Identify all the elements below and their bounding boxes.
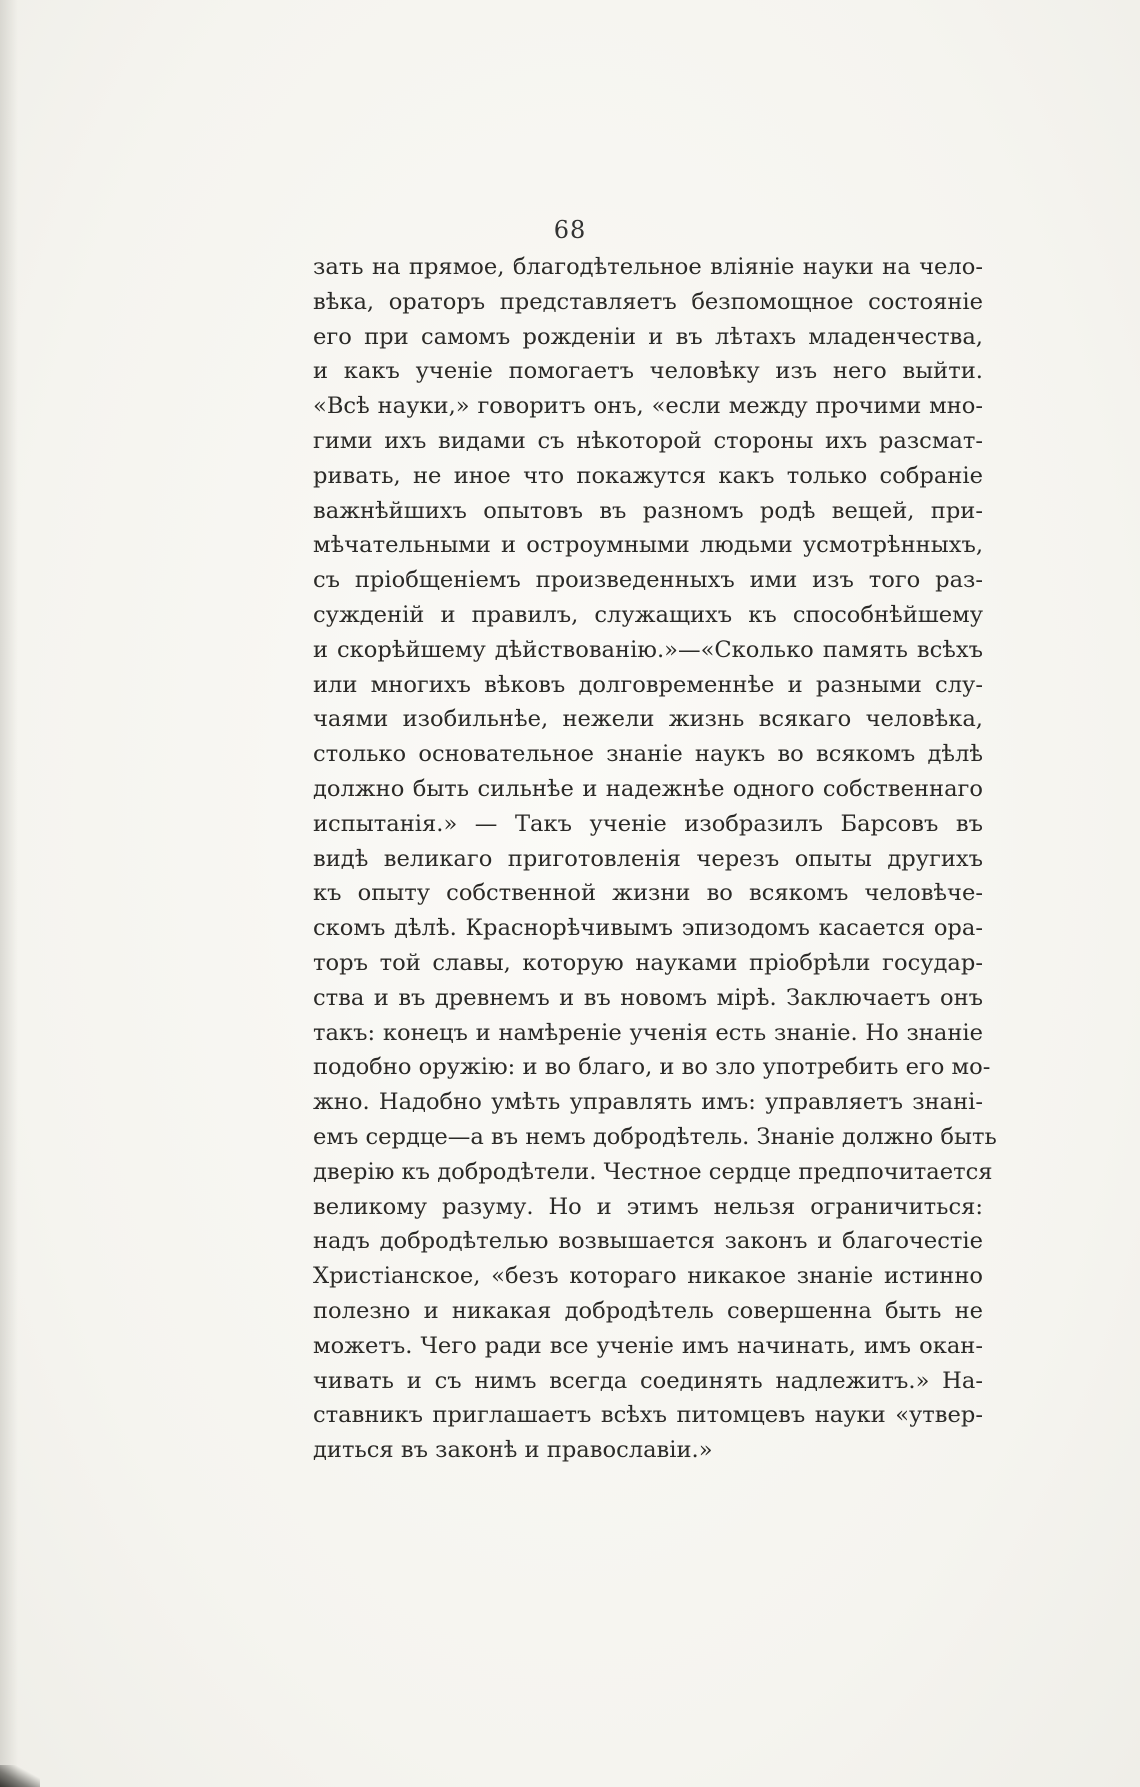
text-line: съ пріобщеніемъ произведенныхъ ими изъ того раз- (313, 567, 983, 594)
text-line: «Всѣ науки,» говоритъ онъ, «если между прочими мно- (313, 393, 983, 420)
text-line: столько основательное знаніе наукъ во всякомъ дѣлѣ (313, 741, 983, 768)
text-line: диться въ законѣ и православіи.» (313, 1437, 713, 1464)
text-line: полезно и никакая добродѣтель совершенна быть не (313, 1297, 983, 1324)
text-line: зать на прямое, благодѣтельное вліяніе науки на чело- (313, 254, 983, 280)
text-line: или многихъ вѣковъ долговременнѣе и разными слу- (313, 671, 983, 698)
text-line: можетъ. Чего ради все ученіе имъ начинать, имъ окан- (313, 1332, 983, 1359)
text-line: ривать, не иное что покажутся какъ только собраніе (313, 462, 983, 489)
text-line: вѣка, ораторъ представляетъ безпомощное состояніе (313, 288, 983, 315)
text-line: и какъ ученіе помогаетъ человѣку изъ него выйти. (313, 358, 983, 385)
text-line: Христіанское, «безъ котораго никакое знаніе истинно (313, 1263, 983, 1290)
page-edge-shadow (0, 0, 18, 1787)
text-line: къ опыту собственной жизни во всякомъ человѣче- (313, 880, 983, 907)
text-line: сужденій и правилъ, служащихъ къ способнѣйшему (313, 601, 983, 628)
text-line: дверію къ добродѣтели. Честное сердце предпочитается (313, 1158, 993, 1185)
text-line: ства и въ древнемъ и въ новомъ мірѣ. Заключаетъ онъ (313, 984, 983, 1011)
text-line: скомъ дѣлѣ. Краснорѣчивымъ эпизодомъ касается ора- (313, 915, 983, 942)
text-line: испытанія.» — Такъ ученіе изобразилъ Барсовъ въ (313, 810, 983, 837)
text-line: подобно оружію: и во благо, и во зло употребить его мо- (313, 1054, 991, 1081)
page-number: 68 (553, 216, 587, 244)
text-line: видѣ великаго приготовленія черезъ опыты другихъ (313, 845, 983, 872)
text-line: чаями изобильнѣе, нежели жизнь всякаго человѣка, (313, 706, 983, 733)
text-line: жно. Надобно умѣть управлять имъ: управляетъ знані- (313, 1089, 983, 1116)
text-line: его при самомъ рожденіи и въ лѣтахъ младенчества, (313, 323, 983, 350)
text-line: и скорѣйшему дѣйствованію.»—«Сколько память всѣхъ (313, 636, 983, 663)
text-line: великому разуму. Но и этимъ нельзя ограничиться: (313, 1193, 983, 1220)
text-line: надъ добродѣтелью возвышается законъ и благочестіе (313, 1228, 983, 1255)
text-line: чивать и съ нимъ всегда соединять надлежитъ.» На- (313, 1367, 983, 1394)
text-line: важнѣйшихъ опытовъ въ разномъ родѣ вещей, при- (313, 497, 983, 524)
scan-corner-mark (0, 1765, 40, 1787)
text-line: должно быть сильнѣе и надежнѣе одного собственнаго (313, 775, 983, 802)
text-line: такъ: конецъ и намѣреніе ученія есть знаніе. Но знаніе (313, 1019, 983, 1046)
text-line: мѣчательными и остроумными людьми усмотрѣнныхъ, (313, 532, 983, 559)
text-line: емъ сердце—а въ немъ добродѣтель. Знаніе должно быть (313, 1123, 997, 1150)
body-text (313, 250, 997, 1468)
text-line: гими ихъ видами съ нѣкоторой стороны ихъ разсмат- (313, 427, 983, 454)
text-line: ставникъ приглашаетъ всѣхъ питомцевъ науки «утвер- (313, 1402, 983, 1429)
text-line: торъ той славы, которую науками пріобрѣли государ- (313, 949, 983, 976)
